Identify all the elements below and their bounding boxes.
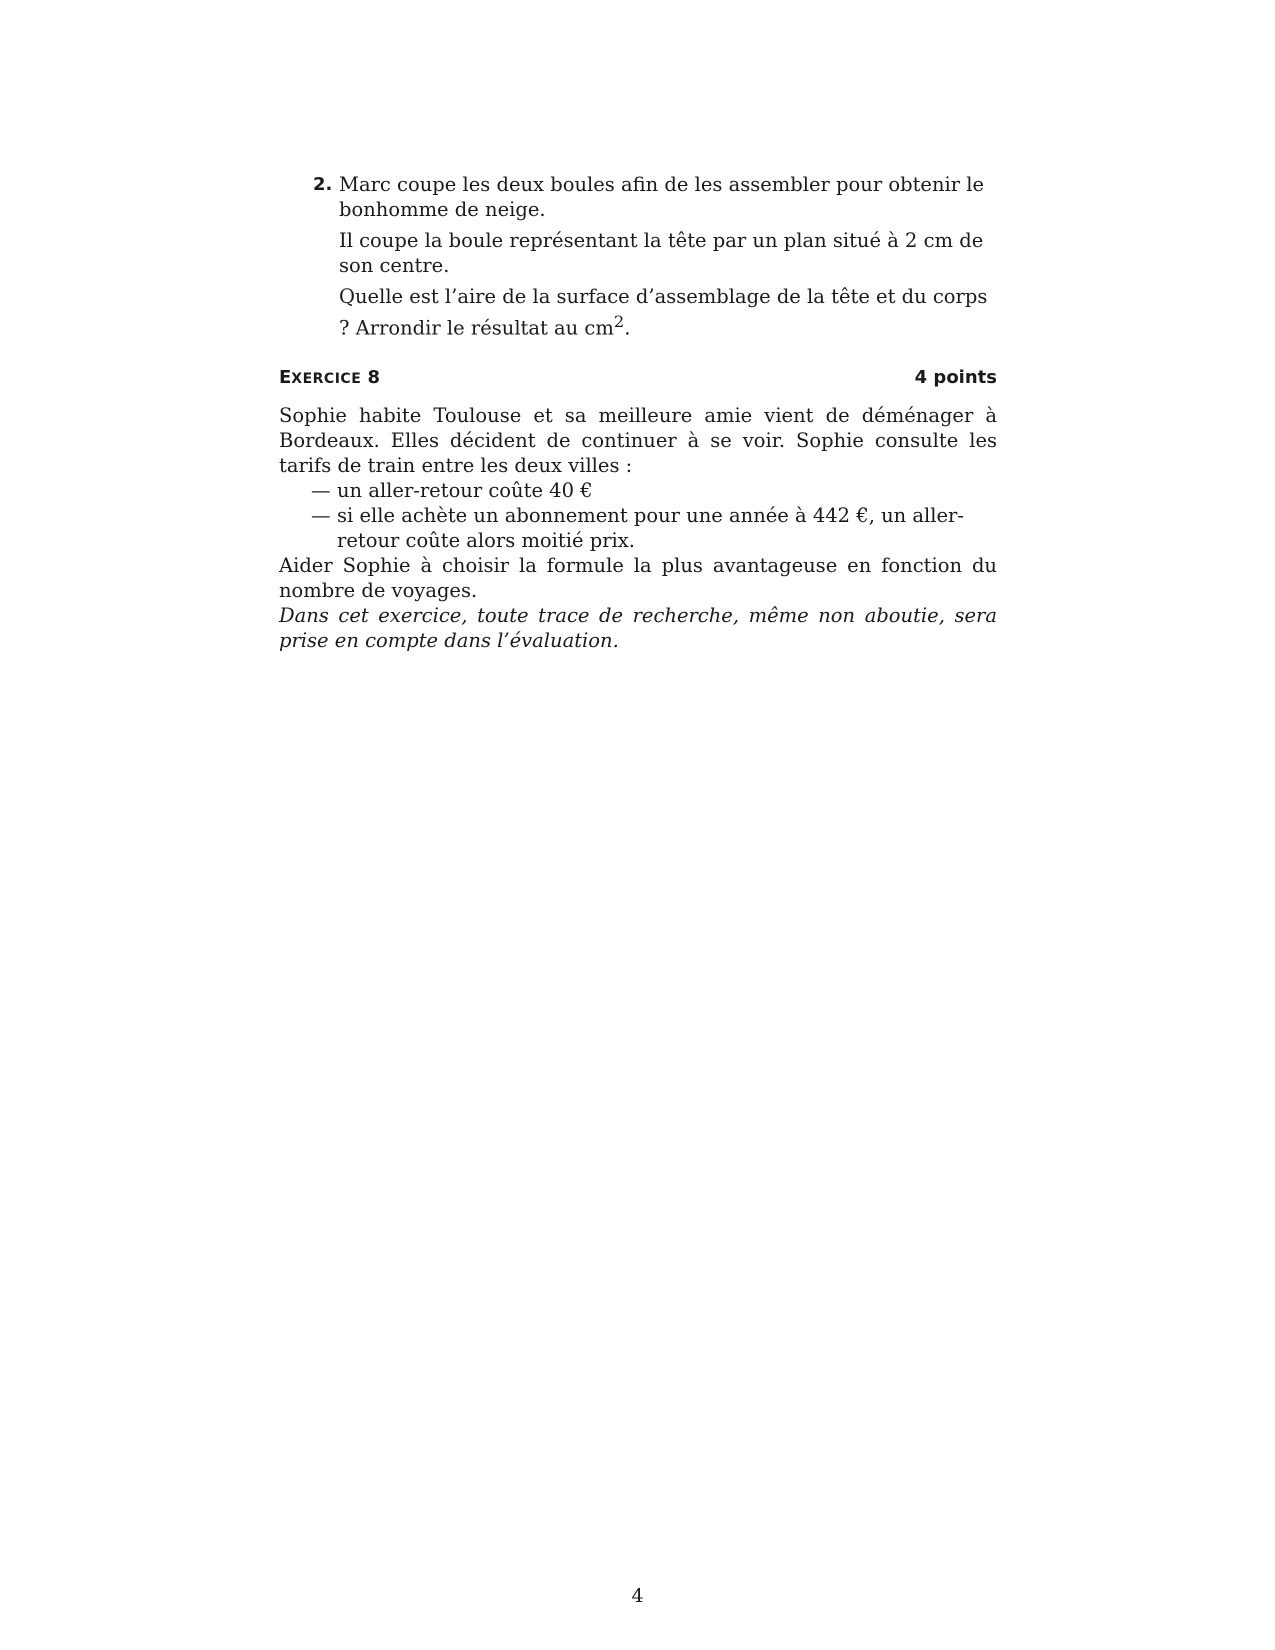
question-2 — [313, 172, 997, 341]
question-text-3-end: . — [624, 316, 631, 340]
tariff-list — [279, 478, 997, 553]
list-item-text: si elle achète un abonnement pour une année à 442 €, un aller-retour coûte alors moitié prix. — [337, 503, 964, 552]
superscript-exponent: 2 — [613, 312, 625, 331]
exercise-title-smallcaps: XERCICE — [291, 370, 362, 387]
exercise-header — [279, 365, 997, 392]
question-text-2: Il coupe la boule représentant la tête par un plan situé à 2 cm de son centre. — [339, 229, 984, 277]
exercise-task: Aider Sophie à choisir la formule la plus avantageuse en fonction du nombre de voyages. — [279, 553, 997, 602]
list-dash: — — [311, 478, 331, 502]
list-item — [311, 503, 997, 553]
exercise-title — [279, 365, 380, 392]
page-content — [279, 172, 997, 653]
question-number: 2. — [313, 174, 333, 195]
exercise-points: 4 points — [914, 366, 997, 388]
exercise-title-initial: E — [279, 366, 292, 388]
exercise-intro: Sophie habite Toulouse et sa meilleure amie vient de déménager à Bordeaux. Elles décident de continuer à se voir. Sophie consulte les tarifs de train entre les deux villes : — [279, 403, 997, 477]
list-dash: — — [311, 503, 331, 527]
exercise-note: Dans cet exercice, toute trace de recherche, même non aboutie, sera prise en compte dans l’évaluation. — [279, 603, 997, 652]
list-item — [311, 478, 997, 503]
exercise-number: 8 — [367, 366, 381, 388]
page-number: 4 — [631, 1585, 644, 1607]
question-text-3 — [339, 284, 997, 341]
list-item-text: un aller-retour coûte 40 € — [337, 478, 593, 502]
question-text-3-main: Quelle est l’aire de la surface d’assemblage de la tête et du corps ? Arrondir le résultat au cm — [339, 285, 988, 340]
question-text-1: Marc coupe les deux boules afin de les assembler pour obtenir le bonhomme de neige. — [339, 173, 985, 221]
question-body — [339, 172, 997, 341]
